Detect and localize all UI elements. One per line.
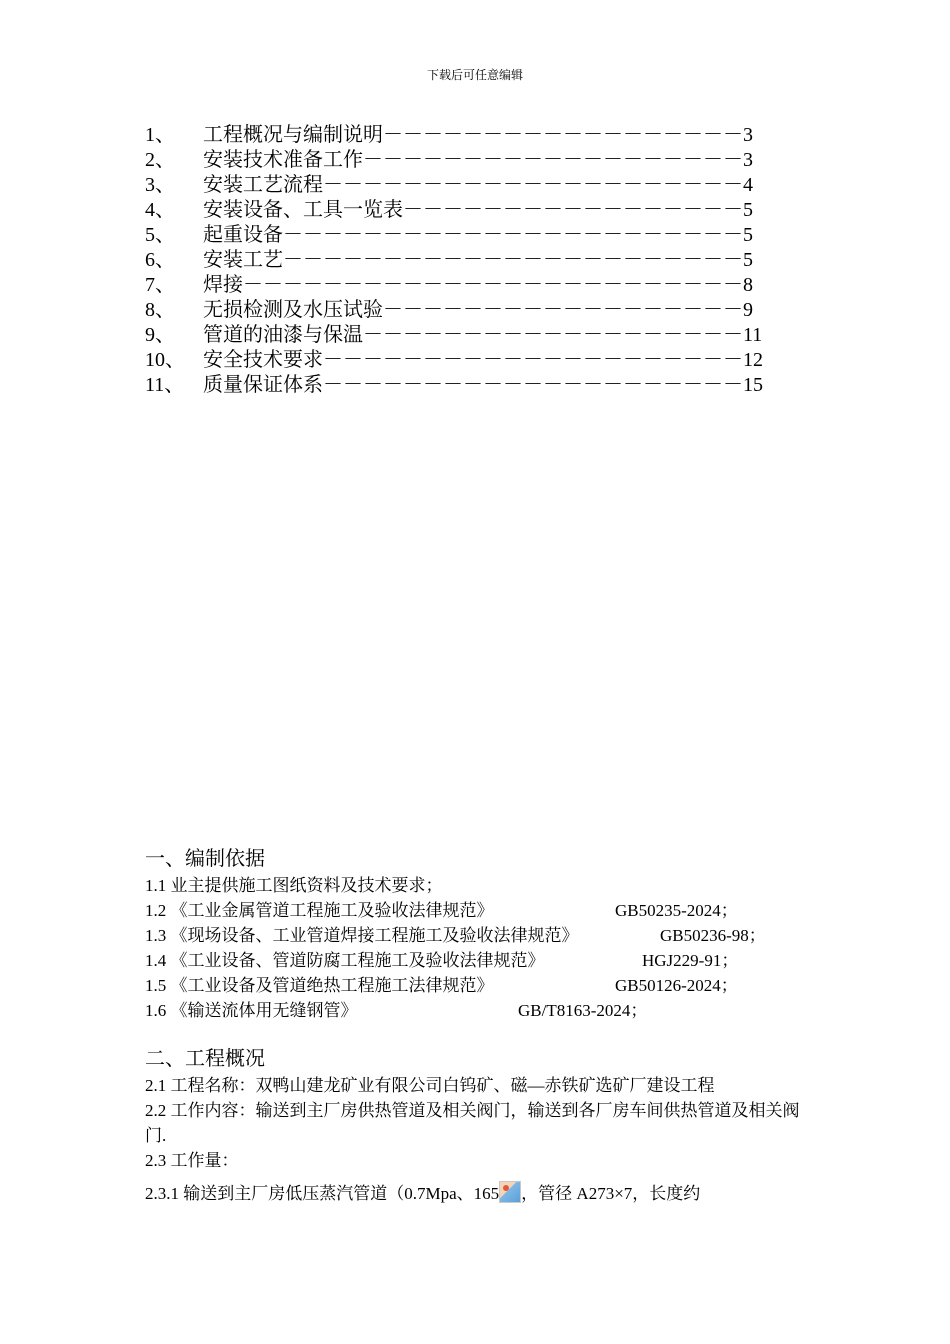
basis-item (145, 998, 815, 1023)
basis-title: 一、编制依据 (145, 848, 265, 870)
toc-entry[interactable] (145, 323, 785, 348)
basis-item (145, 898, 815, 923)
toc-entry[interactable] (145, 173, 785, 198)
basis-item-text: 1.5 《工业设备及管道绝热工程施工法律规范》 (145, 976, 494, 995)
toc-entry-number: 6、 (145, 249, 175, 271)
steam-pipe-text-a: 2.3.1 输送到主厂房低压蒸汽管道（0.7Mpa、165 (145, 1184, 500, 1203)
toc-entry-number: 3、 (145, 174, 175, 196)
toc-entry-title: 安装工艺 (203, 249, 283, 271)
toc-entry-title: 安全技术要求 (203, 349, 323, 371)
project-name-line: 2.1 工程名称：双鸭山建龙矿业有限公司白钨矿、磁—赤铁矿选矿厂建设工程 (145, 1076, 715, 1095)
steam-pipe-text-b: ，管径 A273×7，长度约 (521, 1184, 701, 1203)
toc-entry-title: 管道的油漆与保温 (203, 324, 363, 346)
toc-entry-number: 11、 (145, 374, 185, 396)
basis-item (145, 873, 815, 898)
toc-entry-page: 5 (743, 224, 753, 246)
toc-entry-page: 9 (743, 299, 753, 321)
toc-entry-title: 安装工艺流程 (203, 174, 323, 196)
basis-item-text: 1.4 《工业设备、管道防腐工程施工及验收法律规范》 (145, 951, 545, 970)
standard-code: GB50236-98； (660, 926, 766, 945)
toc-entry-title: 无损检测及水压试验 (203, 299, 383, 321)
toc-entry-number: 1、 (145, 124, 175, 146)
basis-section (145, 845, 815, 1023)
toc-leader-dashes: －－－－－－－－－－－－－－－－－－－ (363, 149, 743, 171)
toc-entry-title: 安装技术准备工作 (203, 149, 363, 171)
toc-entry-title: 起重设备 (203, 224, 283, 246)
toc-entry[interactable] (145, 148, 785, 173)
standard-code: HGJ229-91； (642, 951, 739, 970)
toc-entry-page: 12 (743, 349, 763, 371)
toc-entry-number: 10、 (145, 349, 185, 371)
toc-entry-title: 工程概况与编制说明 (203, 124, 383, 146)
toc-leader-dashes: －－－－－－－－－－－－－－－－－－－－－－－ (283, 224, 743, 246)
toc-leader-dashes: －－－－－－－－－－－－－－－－－－－ (363, 324, 743, 346)
toc-entry[interactable] (145, 298, 785, 323)
steam-pipe-line (145, 1181, 815, 1206)
toc-leader-dashes: －－－－－－－－－－－－－－－－－－－－－－－ (283, 249, 743, 271)
toc-entry-number: 2、 (145, 149, 175, 171)
toc-entry-page: 4 (743, 174, 753, 196)
work-content-line: 2.2 工作内容：输送到主厂房供热管道及相关阀门，输送到各厂房车间供热管道及相关阀门. (145, 1101, 800, 1145)
table-of-contents (145, 123, 785, 398)
toc-leader-dashes: －－－－－－－－－－－－－－－－－－－－－ (323, 374, 743, 396)
toc-entry[interactable] (145, 248, 785, 273)
standard-code: GB50126-2024； (615, 976, 738, 995)
basis-item-text: 1.1 业主提供施工图纸资料及技术要求； (145, 876, 443, 895)
basis-item-text: 1.2 《工业金属管道工程施工及验收法律规范》 (145, 901, 494, 920)
toc-entry-title: 质量保证体系 (203, 374, 323, 396)
toc-leader-dashes: －－－－－－－－－－－－－－－－－－－－－ (323, 349, 743, 371)
toc-entry-page: 11 (743, 324, 763, 346)
work-quantity-line: 2.3 工作量： (145, 1151, 239, 1170)
basis-item-text: 1.3 《现场设备、工业管道焊接工程施工及验收法律规范》 (145, 926, 579, 945)
basis-item-text: 1.6 《输送流体用无缝钢管》 (145, 1001, 358, 1020)
toc-entry-number: 5、 (145, 224, 175, 246)
toc-leader-dashes: －－－－－－－－－－－－－－－－－ (403, 199, 743, 221)
toc-entry-page: 5 (743, 199, 753, 221)
toc-entry-number: 4、 (145, 199, 175, 221)
basis-item (145, 973, 815, 998)
toc-entry[interactable] (145, 223, 785, 248)
basis-list (145, 873, 815, 1023)
toc-leader-dashes: －－－－－－－－－－－－－－－－－－－－－－－－－ (243, 274, 743, 296)
toc-leader-dashes: －－－－－－－－－－－－－－－－－－ (383, 299, 743, 321)
overview-title: 二、工程概况 (145, 1048, 265, 1070)
toc-entry-number: 8、 (145, 299, 175, 321)
toc-entry-page: 3 (743, 124, 753, 146)
toc-leader-dashes: －－－－－－－－－－－－－－－－－－ (383, 124, 743, 146)
toc-entry-title: 焊接 (203, 274, 243, 296)
toc-entry-page: 8 (743, 274, 753, 296)
toc-entry-page: 5 (743, 249, 753, 271)
toc-entry-number: 7、 (145, 274, 175, 296)
basis-item (145, 948, 815, 973)
toc-entry[interactable] (145, 198, 785, 223)
toc-entry[interactable] (145, 123, 785, 148)
toc-entry[interactable] (145, 273, 785, 298)
page-header: 下载后可任意编辑 (426, 68, 523, 82)
basis-item (145, 923, 815, 948)
toc-entry[interactable] (145, 348, 785, 373)
broken-image-icon (499, 1181, 521, 1203)
standard-code: GB50235-2024； (615, 901, 738, 920)
overview-section (145, 1045, 815, 1206)
toc-leader-dashes: －－－－－－－－－－－－－－－－－－－－－ (323, 174, 743, 196)
toc-entry-number: 9、 (145, 324, 175, 346)
toc-entry-title: 安装设备、工具一览表 (203, 199, 403, 221)
toc-entry-page: 15 (743, 374, 763, 396)
toc-entry-page: 3 (743, 149, 753, 171)
standard-code: GB/T8163-2024； (518, 1001, 648, 1020)
toc-entry[interactable] (145, 373, 785, 398)
